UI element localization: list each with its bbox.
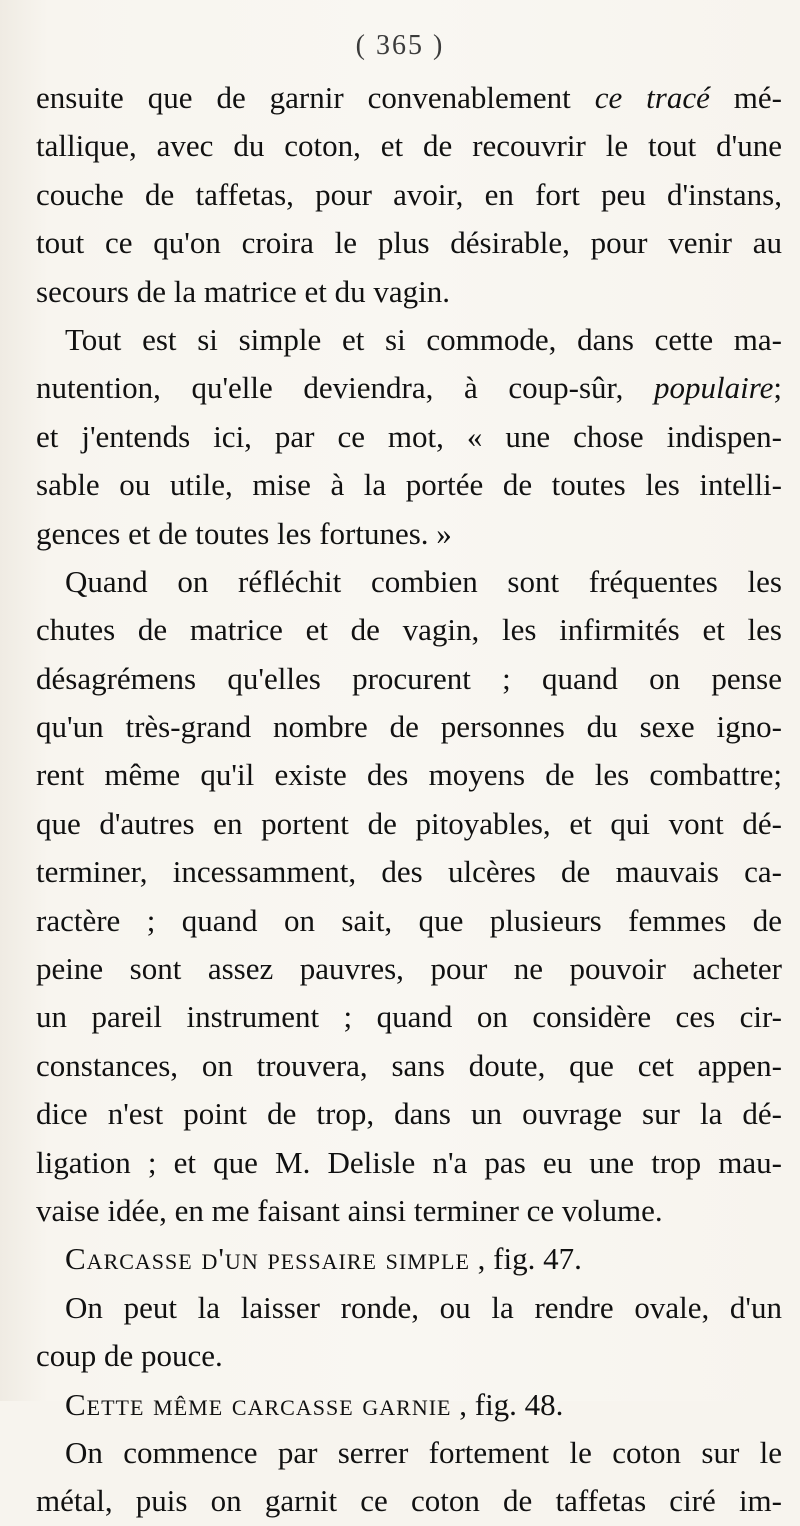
line-text: chutes de matrice et de vagin, les infirmités et les [36,612,782,648]
line-text: que d'autres en portent de pitoyables, et qui vont dé- [36,805,782,841]
line-text: coup de pouce. [36,1338,223,1374]
text-line [36,268,782,316]
text-line [36,461,782,509]
line-text: Tout est si simple et si commode, dans cette ma- [65,321,782,357]
section-heading [36,1235,782,1283]
line-text: tout ce qu'on croira le plus désirable, pour venir au [36,225,782,261]
text-line [36,1429,782,1477]
text-line [36,1477,782,1525]
line-text: On peut la laisser ronde, ou la rendre ovale, d'un [65,1289,782,1325]
text-line [36,122,782,170]
text-line [36,945,782,993]
section-heading [36,1381,782,1429]
text-line [36,848,782,896]
text-line [36,751,782,799]
text-line [36,1332,782,1380]
line-text: peine sont assez pauvres, pour ne pouvoir acheter [36,951,782,987]
line-text: tallique, avec du coton, et de recouvrir le tout d'une [36,128,782,164]
line-text: un pareil instrument ; quand on considère ces cir- [36,999,782,1035]
text-line [36,171,782,219]
text-line [36,897,782,945]
text-line [36,1284,782,1332]
line-text: Quand on réfléchit combien sont fréquentes les [65,563,782,599]
text-line [36,703,782,751]
small-caps-text: Carcasse d'un pessaire simple [65,1241,470,1277]
line-text: , fig. 48. [451,1386,564,1422]
text-line [36,655,782,703]
body-text [36,74,782,1526]
text-line [36,993,782,1041]
line-text: ractère ; quand on sait, que plusieurs femmes de [36,902,782,938]
line-text: terminer, incessamment, des ulcères de mauvais ca- [36,854,782,890]
line-text: mé- [709,80,782,115]
line-text: On commence par serrer fortement le coton sur le [65,1434,782,1470]
text-line [36,1139,782,1187]
text-line [36,800,782,848]
text-line [36,74,782,122]
line-text: et j'entends ici, par ce mot, « une chose indispen- [36,418,782,454]
line-text: dice n'est point de trop, dans un ouvrage sur la dé- [36,1096,782,1132]
line-text: métal, puis on garnit ce coton de taffetas ciré im- [36,1483,782,1519]
line-text: qu'un très-grand nombre de personnes du sexe igno- [36,709,782,745]
text-line [36,316,782,364]
italic-text: ce tracé [594,80,710,115]
line-text: rent même qu'il existe des moyens de les combattre; [36,757,782,793]
line-text: sable ou utile, mise à la portée de toutes les intelli- [36,467,782,503]
page-number: ( 365 ) [355,30,445,61]
line-text: ; [773,370,782,406]
text-line [36,510,782,558]
line-text: vaise idée, en me faisant ainsi terminer ce volume. [36,1192,663,1228]
line-text: gences et de toutes les fortunes. » [36,515,452,551]
text-line [36,364,782,412]
line-text: ligation ; et que M. Delisle n'a pas eu une trop mau- [36,1144,782,1180]
line-text: couche de taffetas, pour avoir, en fort peu d'instans, [36,176,782,212]
text-line [36,1187,782,1235]
text-line [36,413,782,461]
line-text: ensuite que de garnir convenablement [36,80,595,115]
small-caps-text: Cette même carcasse garnie [65,1386,452,1422]
line-text: constances, on trouvera, sans doute, que cet appen- [36,1047,782,1083]
text-line [36,1042,782,1090]
line-text: nutention, qu'elle deviendra, à coup-sûr, [36,370,654,406]
text-line [36,606,782,654]
text-line [36,219,782,267]
line-text: secours de la matrice et du vagin. [36,273,451,309]
text-line [36,558,782,606]
text-line [36,1090,782,1138]
italic-text: populaire [653,370,774,406]
line-text: désagrémens qu'elles procurent ; quand on pense [36,660,782,696]
line-text: , fig. 47. [469,1241,582,1277]
